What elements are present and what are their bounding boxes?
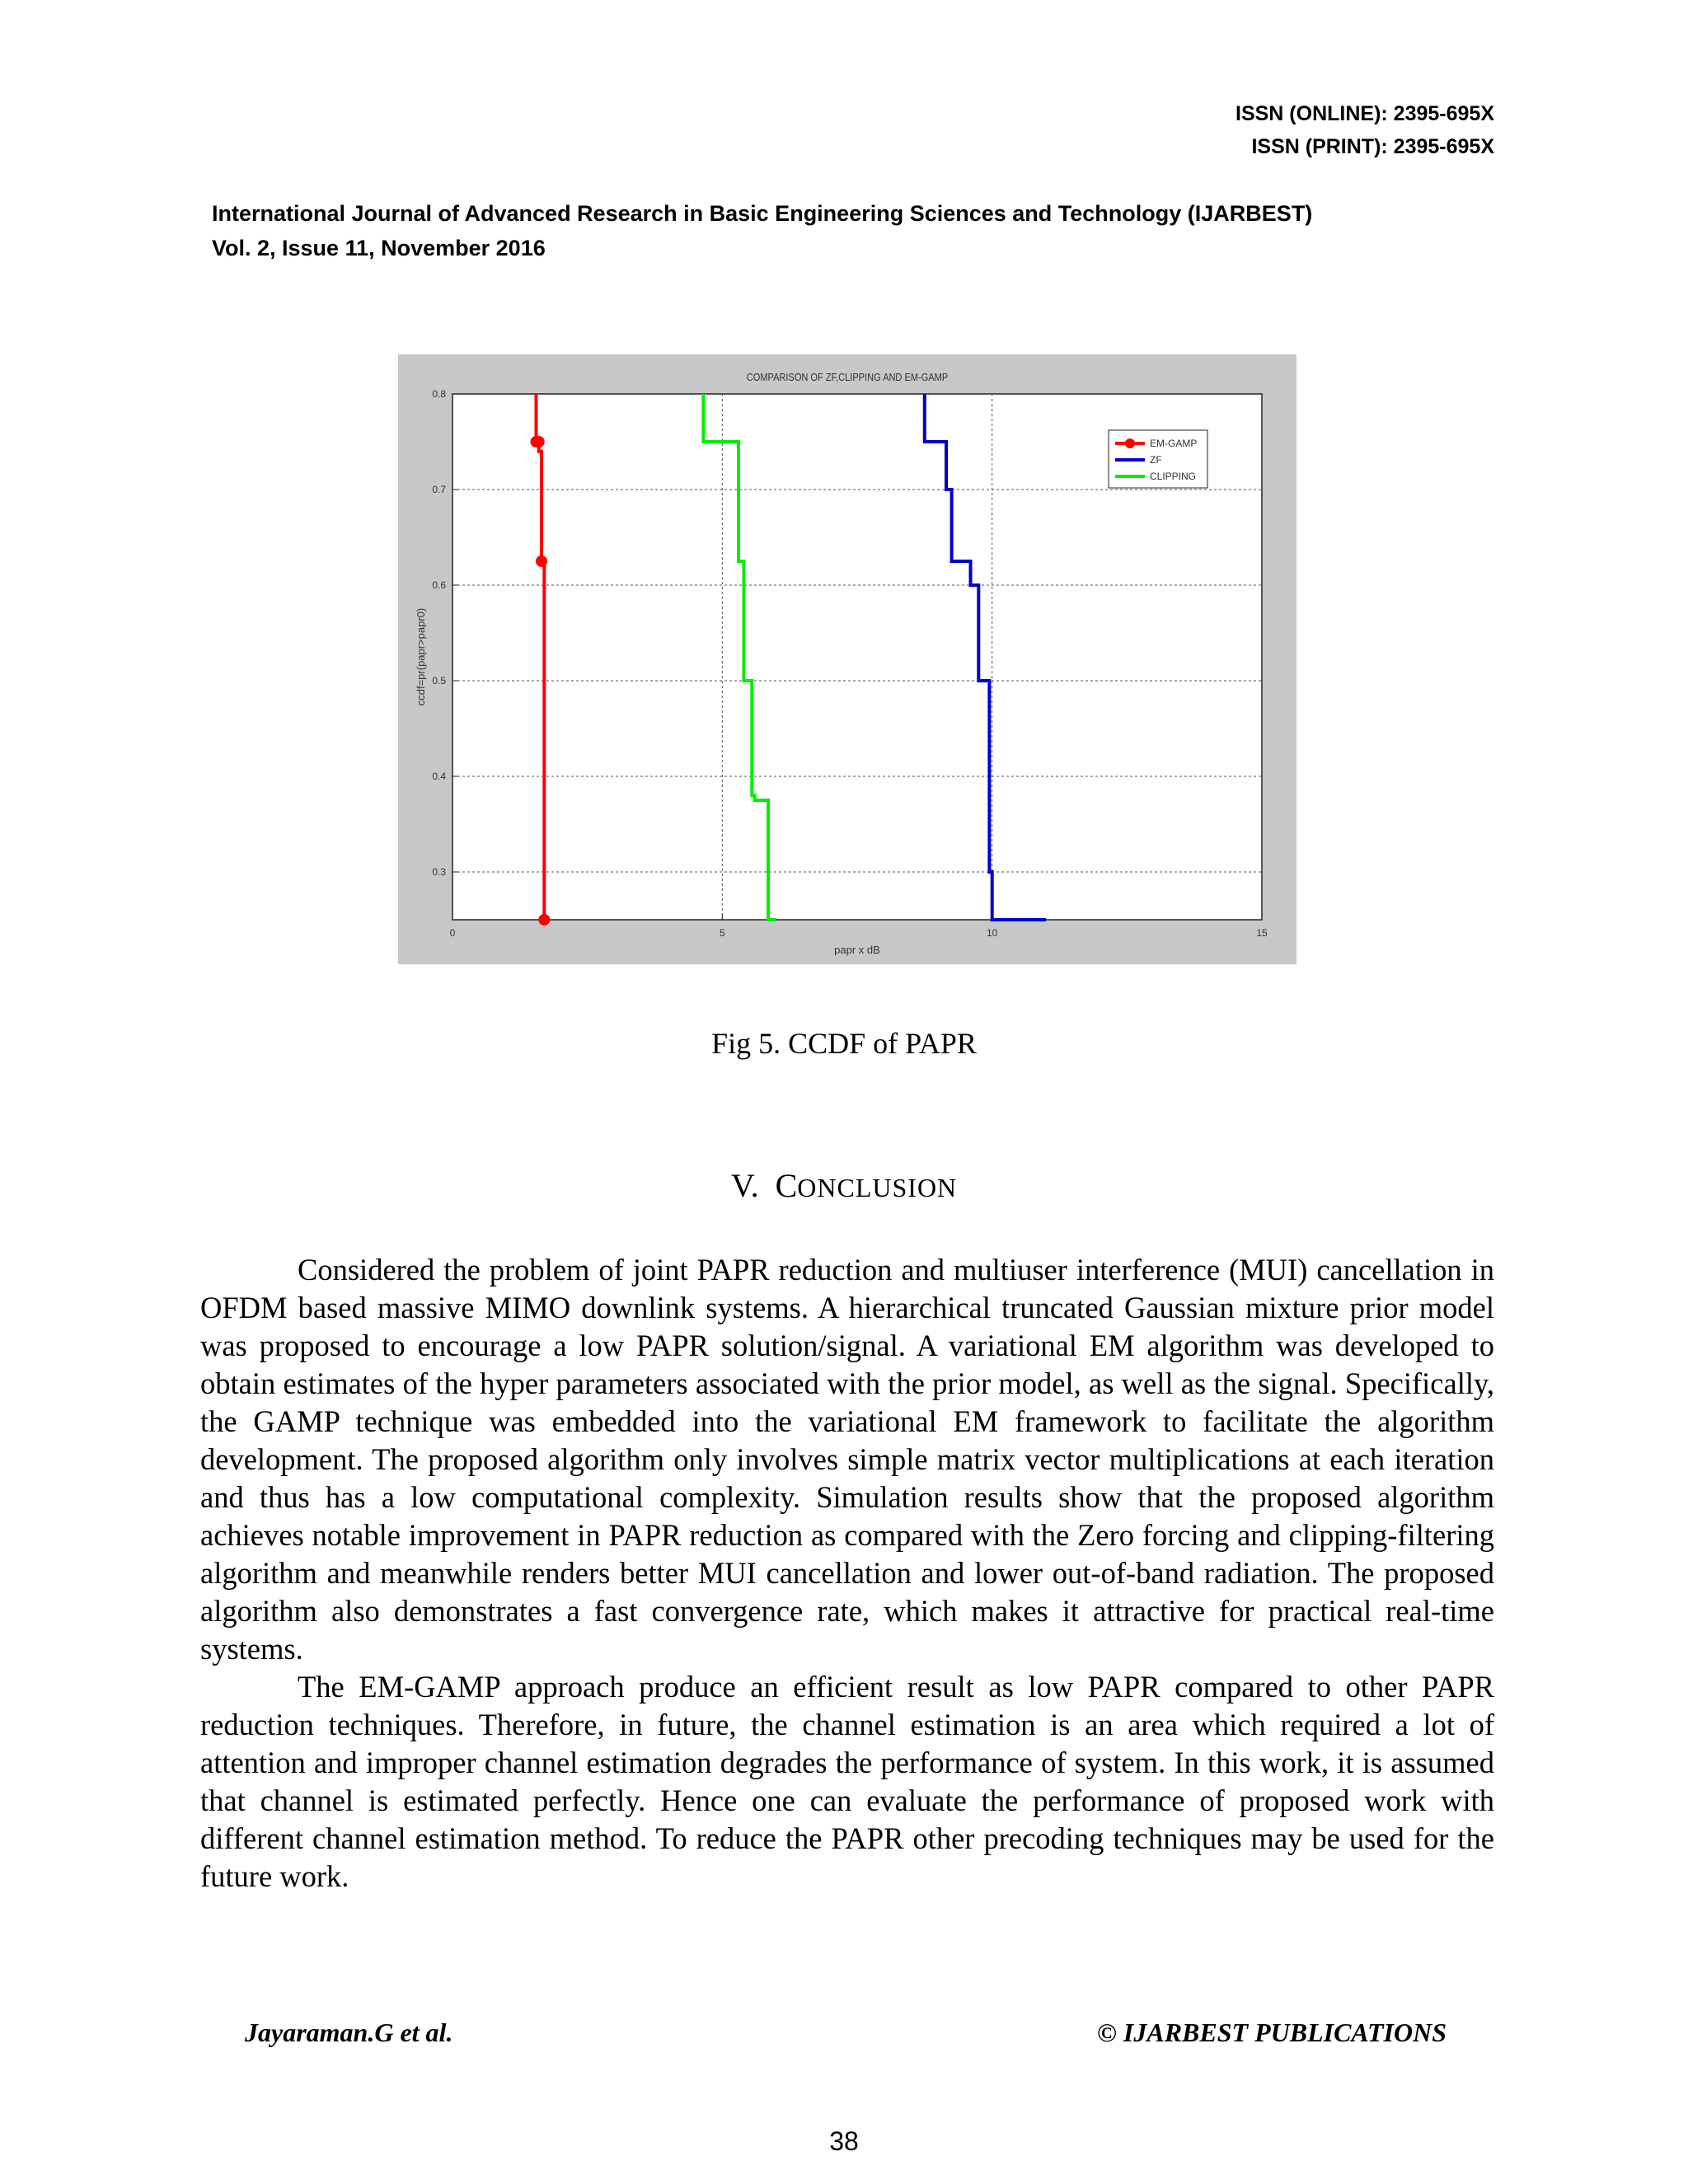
y-tick-label: 0.7 — [432, 484, 446, 495]
x-tick-label: 10 — [986, 927, 998, 939]
conclusion-body — [200, 1251, 1494, 1896]
figure-ccdf — [398, 354, 1296, 964]
y-axis-label: ccdf=pr(papr>papr0) — [415, 607, 427, 706]
x-axis-label: papr x dB — [834, 944, 880, 956]
journal-volume: Vol. 2, Issue 11, November 2016 — [212, 236, 546, 260]
chart-title: COMPARISON OF ZF,CLIPPING AND EM-GAMP — [746, 371, 949, 384]
legend-label: CLIPPING — [1150, 471, 1197, 482]
section-title-rest: ONCLUSION — [797, 1173, 958, 1202]
footer-publisher: © IJARBEST PUBLICATIONS — [1096, 2018, 1447, 2047]
issn-block — [1236, 97, 1494, 163]
footer-author: Jayaraman.G et al. — [245, 2018, 453, 2047]
legend-label: EM-GAMP — [1150, 438, 1198, 449]
y-tick-label: 0.4 — [432, 771, 446, 782]
paragraph: Considered the problem of joint PAPR reduction and multiuser interference (MUI) cancellation in OFDM based massive MIMO downlink systems. A hierarchical truncated Gaussian mixture prior model was proposed to encourage a low PAPR solution/signal. A variational EM algorithm was developed to obtain estimates of the hyper parameters associated with the prior model, as well as the signal. Specifically, the GAMP technique was embedded into the variational EM framework to facilitate the algorithm development. The proposed algorithm only involves simple matrix vector multiplications at each iteration and thus has a low computational complexity. Simulation results show that the proposed algorithm achieves notable improvement in PAPR reduction as compared with the Zero forcing and clipping-filtering algorithm and meanwhile renders better MUI cancellation and lower out-of-band radiation. The proposed algorithm also demonstrates a fast convergence rate, which makes it attractive for practical real-time systems. — [200, 1253, 1494, 1666]
issn-print: ISSN (PRINT): 2395-695X — [1251, 135, 1494, 158]
legend-marker — [1125, 438, 1135, 448]
issn-online: ISSN (ONLINE): 2395-695X — [1236, 102, 1494, 125]
ccdf-chart — [398, 354, 1296, 964]
section-title-initial: C — [775, 1167, 798, 1204]
paragraph: The EM-GAMP approach produce an efficient result as low PAPR compared to other PAPR reduction techniques. Therefore, in future, the channel estimation is an area which required a lot of attention and improper channel estimation degrades the performance of system. In this work, it is assumed that channel is estimated perfectly. Hence one can evaluate the performance of proposed work with different channel estimation method. To reduce the PAPR other precoding techniques may be used for the future work. — [200, 1670, 1494, 1893]
y-tick-label: 0.5 — [432, 675, 446, 687]
journal-name: International Journal of Advanced Research in Basic Engineering Sciences and Technology (IJARBEST) — [212, 201, 1313, 226]
x-tick-label: 15 — [1256, 927, 1268, 939]
series-point — [536, 555, 547, 567]
figure-caption: Fig 5. CCDF of PAPR — [711, 1027, 977, 1060]
x-tick-label: 5 — [719, 927, 725, 939]
legend-label: ZF — [1150, 454, 1162, 466]
y-tick-label: 0.3 — [432, 866, 446, 878]
y-tick-label: 0.8 — [432, 388, 446, 400]
section-number: V. — [730, 1167, 759, 1204]
section-heading — [0, 1166, 1688, 1205]
series-point — [538, 914, 550, 926]
y-tick-label: 0.6 — [432, 579, 446, 591]
page-number: 38 — [829, 2126, 859, 2156]
series-point — [533, 436, 545, 448]
x-tick-label: 0 — [449, 927, 456, 939]
journal-header — [212, 196, 1312, 265]
